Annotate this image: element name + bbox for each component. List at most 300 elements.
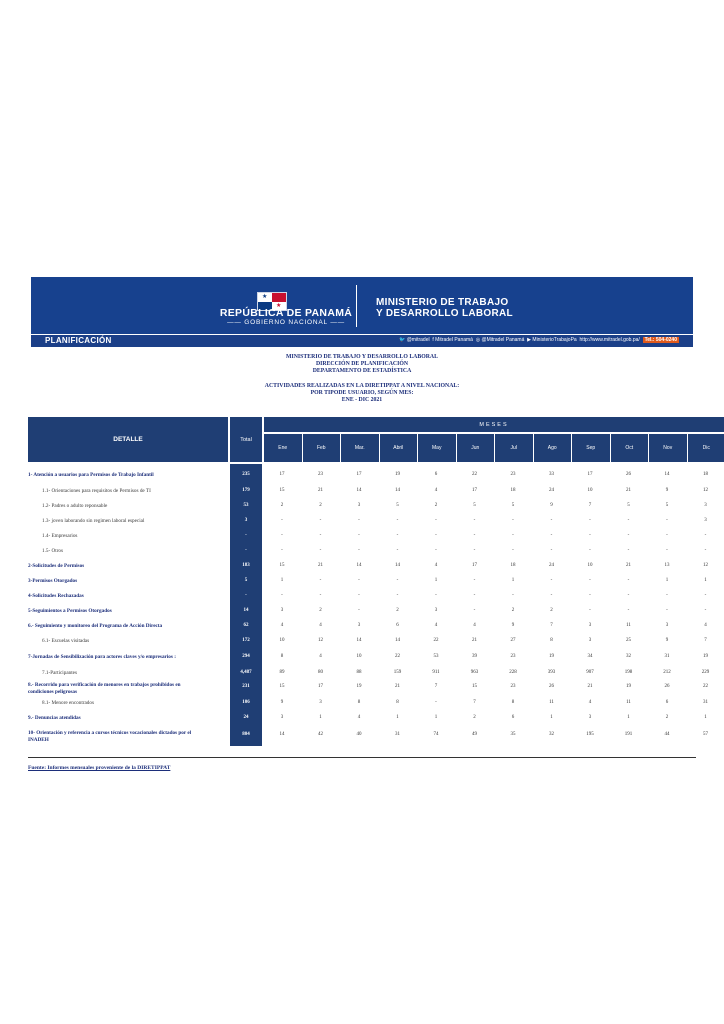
row-value: -: [435, 548, 437, 553]
row-value: 21: [472, 638, 477, 643]
row-value: -: [589, 533, 591, 538]
row-value: 31: [395, 732, 400, 737]
row-label-text: 5-Seguimientos a Permisos Otorgados: [28, 608, 112, 614]
republica-label: REPÚBLICA DE PANAMÁ: [219, 307, 353, 319]
row-value: 3: [357, 623, 361, 628]
row-value: 6: [434, 472, 438, 477]
row-value: 159: [393, 670, 402, 675]
row-value: -: [589, 518, 591, 523]
row-value: 12: [318, 638, 323, 643]
row-value: 6: [511, 715, 515, 720]
row-value: 12: [703, 563, 708, 568]
row-value: 22: [703, 684, 708, 689]
source-note: Fuente: Informes mensuales proveniente de la DIRETIPPAT: [28, 765, 171, 771]
row-label: [28, 593, 84, 600]
month-header: Dic: [688, 434, 724, 462]
row-value: 14: [395, 563, 400, 568]
row-value: 31: [664, 654, 670, 659]
row-value: 229: [701, 670, 710, 675]
row-label-text: 1.3- joven laborando sin regimen laboral especial: [42, 518, 145, 524]
row-value: -: [627, 533, 630, 538]
row-value: -: [704, 548, 707, 553]
row-value: 3: [588, 638, 592, 643]
row-value: 5: [627, 503, 630, 508]
planificacion-strip: [31, 335, 693, 347]
row-value: -: [550, 578, 553, 583]
row-value: -: [704, 608, 707, 613]
row-value: 18: [510, 488, 516, 493]
facebook-handle[interactable]: Mitradel Panamá: [435, 337, 473, 343]
month-header: Abril: [380, 434, 418, 462]
row-value: 22: [433, 638, 439, 643]
row-label: [42, 518, 144, 525]
row-value: 22: [395, 654, 400, 659]
row-label-text: 1.1- Orientaciones para requisitos de Permisos de TI: [42, 488, 151, 494]
row-value: 4: [588, 700, 592, 705]
row-value: 32: [626, 654, 631, 659]
row-value: 14: [356, 488, 362, 493]
row-value: -: [473, 593, 476, 598]
month-header: Oct: [611, 434, 649, 462]
row-value: -: [666, 593, 668, 598]
row-value: 24: [549, 488, 554, 493]
row-value: 9: [280, 700, 284, 705]
row-label-text: 1.5- Otros: [42, 548, 64, 554]
row-label-text: 10- Orientación y referencia a cursos técnicos vocacionales dictados por el: [28, 730, 192, 736]
row-value: 3: [588, 715, 592, 720]
row-value: 6: [396, 623, 399, 628]
row-value: 19: [356, 684, 362, 689]
row-value: 3: [280, 715, 284, 720]
row-value: 31: [703, 700, 708, 705]
row-value: -: [627, 593, 630, 598]
row-value: 21: [395, 684, 400, 689]
row-total: -: [230, 530, 262, 542]
row-value: 21: [626, 488, 631, 493]
row-value: 393: [547, 670, 556, 675]
row-value: -: [358, 518, 360, 523]
row-value: 9: [511, 623, 515, 628]
row-value: 27: [510, 638, 516, 643]
row-value: -: [396, 578, 399, 583]
row-value: 23: [318, 472, 323, 477]
row-value: -: [281, 593, 283, 598]
row-value: 17: [472, 488, 477, 493]
row-value: 3: [665, 623, 669, 628]
row-value: 80: [318, 670, 323, 675]
row-label-text: 1- Atención a usuarios para Permisos de Trabajo Infantil: [28, 472, 154, 478]
row-value: 2: [665, 715, 669, 720]
row-value: 17: [318, 684, 323, 689]
row-value: -: [512, 548, 514, 553]
row-label-text: 4-Solicitudes Rechazadas: [28, 593, 84, 599]
row-value: 15: [279, 684, 285, 689]
row-value: 32: [549, 732, 554, 737]
row-value: -: [512, 518, 514, 523]
row-total: 235: [230, 469, 262, 481]
row-value: -: [435, 700, 437, 705]
row-total: 3: [230, 515, 262, 527]
table-bottom-rule: [28, 757, 696, 758]
row-value: 26: [549, 684, 554, 689]
row-value: -: [435, 593, 437, 598]
row-value: -: [589, 608, 591, 613]
row-label: [42, 548, 63, 555]
row-value: -: [319, 578, 322, 583]
row-value: -: [666, 608, 668, 613]
row-value: 5: [511, 503, 515, 508]
row-value: 1: [704, 578, 707, 583]
row-value: 2: [280, 503, 284, 508]
row-value: 1: [550, 715, 553, 720]
row-value: 42: [318, 732, 323, 737]
gobierno-label: —— GOBIERNO NACIONAL ——: [227, 319, 345, 326]
row-value: -: [512, 533, 514, 538]
row-value: 14: [395, 488, 400, 493]
row-value: 10: [356, 654, 362, 659]
row-value: 2: [319, 503, 322, 508]
row-value: 14: [395, 638, 400, 643]
row-value: 13: [664, 563, 670, 568]
instagram-handle[interactable]: @Mitradel Panamá: [481, 337, 525, 343]
row-label-text-2: condiciones peligrosas: [28, 689, 78, 695]
row-value: 17: [356, 472, 362, 477]
row-value: -: [473, 533, 476, 538]
row-value: 15: [279, 563, 285, 568]
row-label: [28, 730, 191, 744]
row-value: -: [627, 548, 630, 553]
row-value: 3: [280, 608, 284, 613]
row-value: 19: [549, 654, 554, 659]
row-value: -: [550, 593, 553, 598]
title-line-3: DEPARTAMENTO DE ESTADÍSTICA: [312, 368, 412, 375]
row-value: -: [319, 533, 322, 538]
row-value: 14: [279, 732, 285, 737]
row-value: 3: [357, 503, 361, 508]
row-value: -: [589, 593, 591, 598]
row-value: 2: [434, 503, 438, 508]
row-value: 1: [627, 715, 630, 720]
row-value: -: [666, 518, 668, 523]
row-value: 57: [703, 732, 708, 737]
row-value: 191: [624, 732, 633, 737]
row-value: 8: [396, 700, 399, 705]
row-value: 1: [396, 715, 399, 720]
row-value: 33: [549, 472, 554, 477]
row-label-text: 7.1-Participantes: [42, 670, 78, 676]
month-header: Ago: [534, 434, 572, 462]
row-value: 24: [549, 563, 554, 568]
row-total: 804: [230, 728, 262, 742]
row-value: 8: [280, 654, 284, 659]
row-value: 10: [587, 488, 593, 493]
row-value: 11: [626, 623, 631, 628]
row-label-text: 7-Jornadas de Sensibilización para actores claves y/o empresarios :: [28, 654, 176, 660]
row-total: 183: [230, 560, 262, 572]
row-value: 88: [356, 670, 362, 675]
row-value: -: [435, 518, 437, 523]
row-total: -: [230, 545, 262, 557]
row-value: 1: [665, 578, 669, 583]
row-value: -: [473, 578, 476, 583]
meses-header: MESES: [264, 417, 724, 432]
row-label-text: 6.1- Escuelas visitadas: [42, 638, 90, 644]
row-value: 907: [586, 670, 594, 675]
row-value: -: [396, 518, 399, 523]
row-value: 212: [663, 670, 671, 675]
detalle-header: DETALLE: [28, 417, 228, 462]
row-total: 53: [230, 500, 262, 512]
row-value: 198: [624, 670, 633, 675]
row-value: 14: [664, 472, 670, 477]
row-value: -: [666, 548, 668, 553]
youtube-icon: ▶: [527, 337, 532, 343]
section-label: PLANIFICACIÓN: [45, 336, 112, 345]
row-value: 7: [473, 700, 476, 705]
row-value: 7: [434, 684, 438, 689]
row-value: -: [550, 548, 553, 553]
row-value: 228: [509, 670, 517, 675]
row-value: -: [435, 533, 437, 538]
row-value: -: [396, 548, 399, 553]
row-value: 4: [434, 563, 438, 568]
row-label-text: 2-Solicitudes de Permisos: [28, 563, 85, 569]
row-value: 8: [357, 700, 361, 705]
row-value: 9: [665, 488, 669, 493]
row-total: 179: [230, 485, 262, 497]
instagram-icon: ◎: [475, 337, 481, 343]
row-value: 1: [511, 578, 515, 583]
row-value: 17: [472, 563, 477, 568]
row-value: -: [358, 548, 360, 553]
row-value: 3: [319, 700, 322, 705]
row-value: 2: [550, 608, 553, 613]
row-value: -: [704, 533, 707, 538]
row-value: 21: [318, 488, 323, 493]
row-label-text: 6.- Seguimiento y monitoreo del Programa de Acción Directa: [28, 623, 163, 629]
row-label: [28, 608, 112, 615]
row-value: 35: [510, 732, 516, 737]
twitter-handle[interactable]: @mitradel: [406, 337, 430, 343]
row-total: 24: [230, 712, 262, 724]
row-value: 5: [665, 503, 669, 508]
row-label: [42, 700, 94, 707]
row-value: 21: [318, 563, 323, 568]
row-value: 3: [434, 608, 438, 613]
row-value: 53: [433, 654, 439, 659]
row-label: [42, 503, 107, 510]
row-value: -: [589, 578, 591, 583]
row-value: 7: [588, 503, 592, 508]
row-value: 19: [395, 472, 400, 477]
row-value: 963: [470, 670, 479, 675]
row-label: [42, 488, 151, 495]
row-value: 2: [319, 608, 322, 613]
row-value: 18: [703, 472, 708, 477]
row-value: 23: [510, 684, 516, 689]
row-value: -: [319, 593, 322, 598]
panama-flag-icon: ★ ★: [257, 292, 287, 311]
row-value: 44: [664, 732, 670, 737]
row-value: -: [627, 518, 630, 523]
row-label: [42, 533, 77, 540]
row-total: 172: [230, 635, 262, 647]
row-value: -: [319, 548, 322, 553]
row-value: -: [281, 533, 283, 538]
row-value: -: [358, 578, 360, 583]
row-value: 15: [472, 684, 477, 689]
row-value: 1: [434, 715, 438, 720]
month-header: Nov: [649, 434, 687, 462]
row-label: [42, 670, 77, 677]
month-header: Mar.: [341, 434, 379, 462]
row-value: 12: [703, 488, 708, 493]
row-label-text: 1.2- Padres o adulto reponsable: [42, 503, 108, 509]
banner-divider: [356, 285, 357, 327]
row-value: 4: [704, 623, 707, 628]
row-total: 231: [230, 680, 262, 694]
title-line-4: ACTIVIDADES REALIZADAS EN LA DIRETIPPAT A NIVEL NACIONAL:: [264, 382, 460, 389]
row-value: 8: [511, 700, 515, 705]
row-value: 18: [510, 563, 516, 568]
row-value: 21: [626, 563, 631, 568]
month-header: May: [418, 434, 456, 462]
ministerio-title: [376, 297, 513, 319]
total-header: Total: [230, 417, 262, 462]
row-value: 19: [626, 684, 631, 689]
row-value: -: [627, 608, 630, 613]
row-value: -: [358, 593, 360, 598]
row-total: 14: [230, 605, 262, 617]
row-total: 62: [230, 620, 262, 632]
row-label: [28, 715, 81, 722]
row-label-text: 8.- Recorrido para verificación de menores en trabajos prohibidos en: [28, 682, 181, 688]
row-value: 1: [704, 715, 707, 720]
row-total: 294: [230, 651, 262, 663]
month-header: Ene: [264, 434, 302, 462]
row-value: -: [319, 518, 322, 523]
row-value: 17: [279, 472, 285, 477]
row-value: -: [512, 593, 514, 598]
row-value: 3: [588, 623, 592, 628]
row-value: 17: [587, 472, 593, 477]
phone-number: Tel.: 504-0240: [644, 337, 677, 343]
ministerio-line-2: Y DESARROLLO LABORAL: [376, 308, 513, 319]
row-value: 4: [280, 623, 284, 628]
row-value: 195: [586, 732, 594, 737]
row-label: [28, 563, 84, 570]
row-value: 4: [473, 623, 476, 628]
twitter-icon: 🐦: [399, 337, 406, 343]
row-value: 9: [550, 503, 553, 508]
row-label: [28, 654, 176, 661]
row-value: 14: [356, 638, 362, 643]
header-banner: [31, 277, 693, 334]
row-value: 89: [279, 670, 285, 675]
row-value: 4: [434, 488, 438, 493]
row-value: 10: [587, 563, 593, 568]
title-line-1: MINISTERIO DE TRABAJO Y DESARROLLO LABORAL: [286, 354, 438, 360]
row-value: 9: [665, 638, 669, 643]
facebook-icon: f: [432, 337, 434, 343]
row-value: 11: [626, 700, 631, 705]
row-label: [28, 578, 77, 585]
row-value: 49: [472, 732, 477, 737]
row-value: -: [281, 548, 283, 553]
ministerio-line-1: MINISTERIO DE TRABAJO: [376, 297, 509, 308]
row-value: 14: [356, 563, 362, 568]
row-value: 911: [432, 670, 440, 675]
row-value: 4: [319, 654, 322, 659]
row-value: -: [396, 593, 399, 598]
row-value: 7: [550, 623, 553, 628]
row-value: 26: [664, 684, 670, 689]
row-value: -: [281, 518, 283, 523]
row-value: 15: [279, 488, 285, 493]
row-value: -: [666, 533, 668, 538]
row-value: 22: [472, 472, 477, 477]
row-value: 4: [357, 715, 361, 720]
report-titles: [180, 354, 544, 404]
row-value: 11: [549, 700, 554, 705]
row-value: 40: [356, 732, 362, 737]
row-value: 2: [511, 608, 515, 613]
row-label-text: 3-Permisos Otorgados: [28, 578, 78, 584]
row-value: -: [550, 518, 553, 523]
row-total: 4,487: [230, 667, 262, 679]
title-line-2: DIRECCIÓN DE PLANIFICACIÓN: [315, 361, 409, 368]
row-value: 26: [626, 472, 631, 477]
row-label: [28, 623, 162, 630]
row-value: 7: [704, 638, 707, 643]
row-value: 10: [279, 638, 285, 643]
month-header: Jun: [457, 434, 495, 462]
youtube-handle[interactable]: MinisterioTrabajoPa: [532, 337, 577, 343]
row-label: [42, 638, 89, 645]
month-header: Feb: [303, 434, 341, 462]
website-link[interactable]: http://www.mitradel.gob.pa/: [579, 337, 640, 343]
row-value: 1: [319, 715, 322, 720]
row-value: 3: [704, 503, 707, 508]
row-value: -: [704, 593, 707, 598]
row-total: -: [230, 590, 262, 602]
row-value: -: [473, 608, 476, 613]
row-total: 5: [230, 575, 262, 587]
title-line-6: ENE - DIC 2021: [341, 397, 383, 404]
row-value: 19: [703, 654, 708, 659]
title-line-5: POR TIPODE USUARIO, SEGÚN MES:: [310, 389, 414, 396]
row-value: 1: [434, 578, 438, 583]
row-value: -: [473, 548, 476, 553]
row-value: 39: [472, 654, 477, 659]
row-value: 2: [473, 715, 476, 720]
row-value: -: [396, 533, 399, 538]
row-value: -: [550, 533, 553, 538]
row-value: 21: [587, 684, 593, 689]
row-value: 23: [510, 472, 516, 477]
row-label: [28, 472, 154, 479]
row-value: 5: [473, 503, 476, 508]
row-value: -: [589, 548, 591, 553]
row-total: 106: [230, 697, 262, 709]
social-links: [399, 337, 679, 343]
row-value: -: [473, 518, 476, 523]
row-value: 25: [626, 638, 631, 643]
month-header: Sep: [572, 434, 610, 462]
row-value: -: [358, 608, 360, 613]
row-value: -: [358, 533, 360, 538]
row-value: 8: [550, 638, 553, 643]
